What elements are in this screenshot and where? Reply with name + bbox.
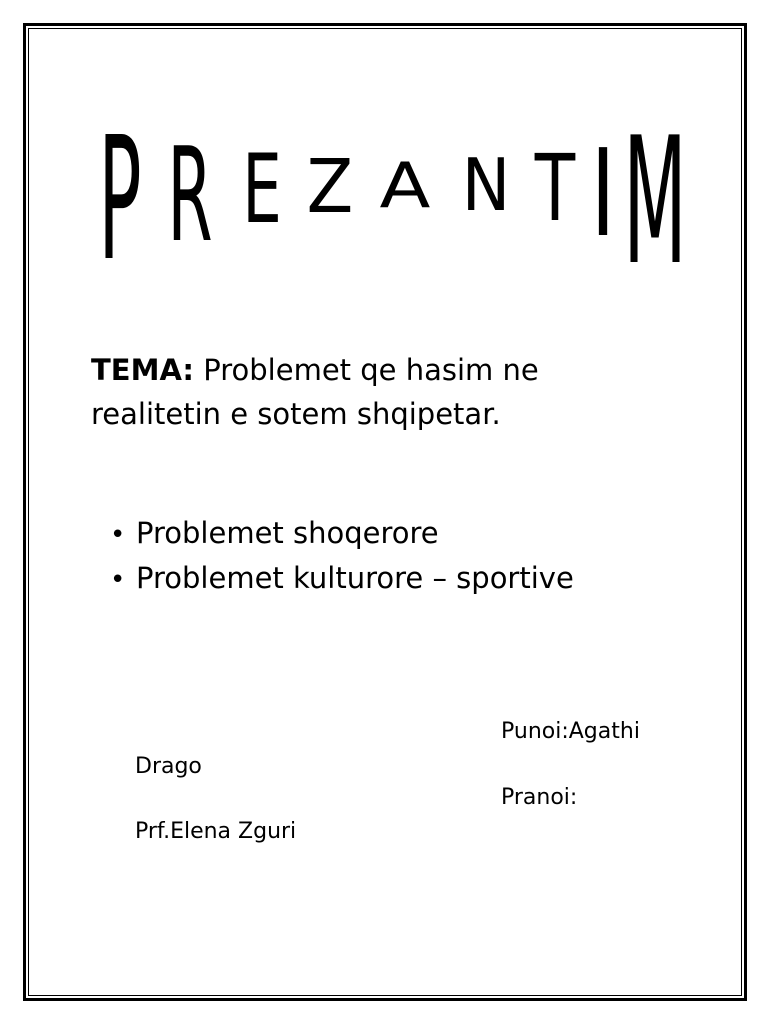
reviewer-name: Prf.Elena Zguri [135,819,297,844]
reviewer-line: Pranoi: [501,785,578,810]
title-letter: I [590,124,616,264]
bullet-icon: • [110,565,126,595]
list-item-text: Problemet shoqerore [136,516,439,550]
topic-text: Problemet qe hasim ne realitetin e sotem shqipetar. [91,353,539,431]
list-item-text: Problemet kulturore – sportive [136,561,574,595]
bullet-icon: • [110,520,126,550]
bullet-list [110,512,574,602]
list-item [110,557,574,602]
title-letter: M [623,99,687,300]
title-letter: E [242,133,282,245]
author-surname: Drago [135,754,202,779]
list-item [110,512,574,557]
topic-label: TEMA: [91,353,195,387]
title-letter: P [98,100,142,299]
title-letter: Z [306,143,354,230]
title-letter: N [461,143,511,228]
title-letter: T [534,135,576,242]
topic-paragraph [91,348,671,436]
wordart-title [0,0,768,300]
title-letter: A [379,149,431,223]
title-letter: R [167,121,213,272]
author-line: Punoi:Agathi [501,719,640,744]
